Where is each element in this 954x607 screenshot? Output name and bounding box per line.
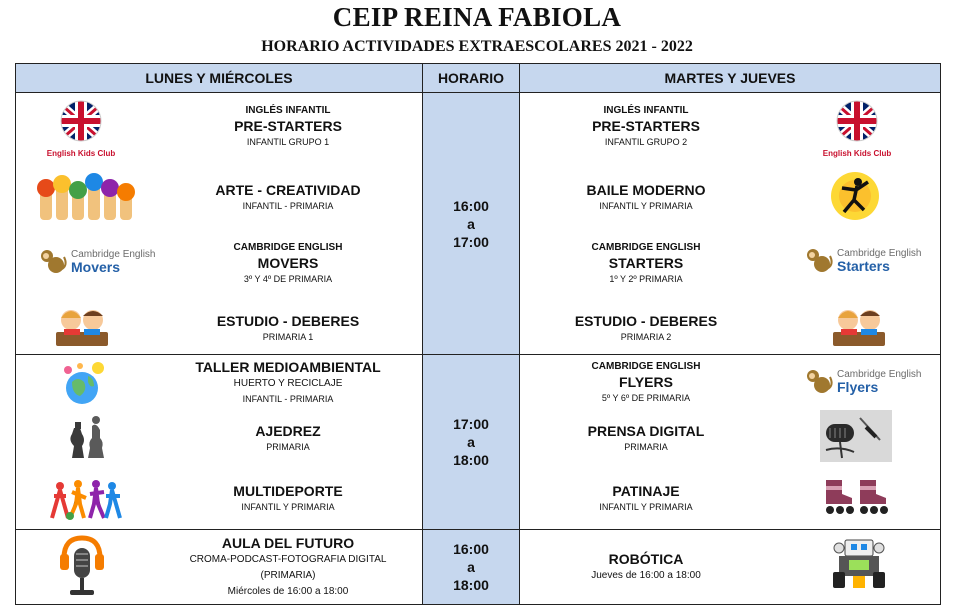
header-martes-jueves: MARTES Y JUEVES [520, 64, 940, 92]
movers-label: Movers [71, 259, 121, 275]
painted-hands-icon [36, 172, 136, 225]
activity-group: INFANTIL Y PRIMARIA [241, 502, 335, 512]
activity-cambridge-movers [168, 241, 408, 286]
english-kids-club-logo [822, 100, 892, 158]
activity-title: ESTUDIO - DEBERES [574, 313, 718, 329]
activity-group: INFANTIL - PRIMARIA [242, 201, 334, 211]
activity-ingles-infantil-grupo1 [168, 104, 408, 149]
activity-prensa-digital [526, 422, 766, 454]
schedule-subtitle: HORARIO ACTIVIDADES EXTRAESCOLARES 2021 - 2022 [261, 38, 693, 55]
time-block-1 [423, 93, 519, 354]
activity-description: HUERTO Y RECICLAJE [233, 378, 343, 389]
activity-group: 1º Y 2º PRIMARIA [609, 274, 683, 284]
podcast-microphone-icon [58, 534, 106, 605]
divider [519, 64, 520, 604]
chess-pieces-icon [66, 412, 106, 467]
activity-ingles-infantil-grupo2 [526, 104, 766, 149]
activity-title: ESTUDIO - DEBERES [216, 313, 360, 329]
starters-label: Starters [837, 258, 890, 274]
divider [16, 529, 940, 530]
cambridge-label: Cambridge English [837, 248, 922, 259]
activity-group: PRIMARIA 1 [262, 332, 314, 342]
divider [422, 64, 423, 604]
activity-arte-creatividad [168, 181, 408, 213]
students-desk-icon [831, 304, 887, 353]
english-kids-club-label: English Kids Club [46, 149, 116, 158]
time-block-2 [423, 355, 519, 529]
activity-group: INFANTIL Y PRIMARIA [599, 502, 693, 512]
activity-title: AJEDREZ [255, 423, 321, 439]
activity-title: ROBÓTICA [608, 551, 684, 567]
activity-multideporte [168, 482, 408, 514]
activity-ajedrez [168, 422, 408, 454]
dancer-icon [828, 170, 882, 227]
activity-robotica [526, 550, 766, 584]
cambridge-label: Cambridge English [837, 369, 922, 380]
monkey-icon [804, 246, 834, 274]
activity-group: INFANTIL GRUPO 2 [604, 137, 688, 147]
activity-schedule: Miércoles de 16:00 a 18:00 [227, 586, 349, 597]
time-end: 18:00 [453, 577, 489, 593]
activity-title: STARTERS [608, 255, 684, 271]
activity-group: 5º Y 6º DE PRIMARIA [601, 393, 691, 403]
cambridge-flyers-logo [804, 367, 922, 395]
activity-title: FLYERS [619, 374, 673, 390]
activity-group: INFANTIL - PRIMARIA [242, 394, 334, 404]
time-end: 17:00 [453, 233, 489, 250]
cambridge-label: Cambridge English [71, 249, 156, 260]
header-horario: HORARIO [423, 64, 519, 92]
activity-group: (PRIMARIA) [260, 570, 316, 581]
activity-title: TALLER MEDIOAMBIENTAL [195, 359, 381, 375]
environment-globe-icon [60, 360, 108, 411]
activity-group: INFANTIL GRUPO 1 [246, 137, 330, 147]
activity-title: ARTE - CREATIVIDAD [215, 182, 361, 198]
header-lunes-miercoles: LUNES Y MIÉRCOLES [16, 64, 422, 92]
activity-category: INGLÉS INFANTIL [245, 105, 331, 116]
multisport-players-icon [50, 478, 122, 527]
cambridge-movers-logo [38, 247, 156, 275]
activity-title: MULTIDEPORTE [233, 483, 343, 499]
flyers-label: Flyers [837, 379, 879, 395]
robot-kit-icon [829, 536, 889, 597]
activity-category: INGLÉS INFANTIL [603, 105, 689, 116]
activity-group: PRIMARIA [624, 442, 668, 452]
activity-title: MOVERS [257, 255, 319, 271]
studio-microphone-icon [820, 410, 892, 467]
time-sep: a [467, 434, 475, 450]
divider [16, 354, 940, 355]
activity-group: PRIMARIA 2 [620, 332, 672, 342]
activity-aula-del-futuro [168, 534, 408, 600]
activity-title: PRENSA DIGITAL [587, 423, 705, 439]
activity-group: INFANTIL Y PRIMARIA [599, 201, 693, 211]
monkey-icon [804, 367, 834, 395]
students-desk-icon [54, 304, 110, 353]
activity-title: PRE-STARTERS [592, 118, 700, 134]
activity-group: PRIMARIA [266, 442, 310, 452]
activity-title: BAILE MODERNO [586, 182, 706, 198]
time-end: 18:00 [453, 452, 489, 468]
activity-taller-medioambiental [168, 358, 408, 406]
english-kids-club-label: English Kids Club [822, 149, 892, 158]
activity-description: CROMA-PODCAST-FOTOGRAFIA DIGITAL [189, 554, 387, 565]
divider [16, 92, 940, 93]
activity-baile-moderno [526, 181, 766, 213]
time-sep: a [467, 215, 475, 232]
activity-title: AULA DEL FUTURO [221, 535, 355, 551]
monkey-icon [38, 247, 68, 275]
english-kids-club-logo [46, 100, 116, 158]
time-start: 16:00 [453, 197, 489, 214]
time-start: 16:00 [453, 541, 489, 557]
activity-schedule: Jueves de 16:00 a 18:00 [591, 570, 701, 581]
school-title: CEIP REINA FABIOLA [332, 2, 622, 32]
activity-category: CAMBRIDGE ENGLISH [591, 361, 701, 372]
time-block-3 [423, 530, 519, 604]
activity-cambridge-starters [526, 241, 766, 286]
activity-category: CAMBRIDGE ENGLISH [233, 242, 343, 253]
time-start: 17:00 [453, 416, 489, 432]
activity-group: 3º Y 4º DE PRIMARIA [243, 274, 333, 284]
roller-skates-icon [822, 476, 892, 521]
activity-title: PRE-STARTERS [234, 118, 342, 134]
activity-estudio-deberes-2 [526, 312, 766, 344]
activity-patinaje [526, 482, 766, 514]
activity-estudio-deberes-1 [168, 312, 408, 344]
activity-cambridge-flyers [526, 360, 766, 405]
time-sep: a [467, 559, 475, 575]
cambridge-starters-logo [804, 246, 922, 274]
activity-title: PATINAJE [612, 483, 680, 499]
activity-category: CAMBRIDGE ENGLISH [591, 242, 701, 253]
schedule-table [15, 63, 941, 605]
